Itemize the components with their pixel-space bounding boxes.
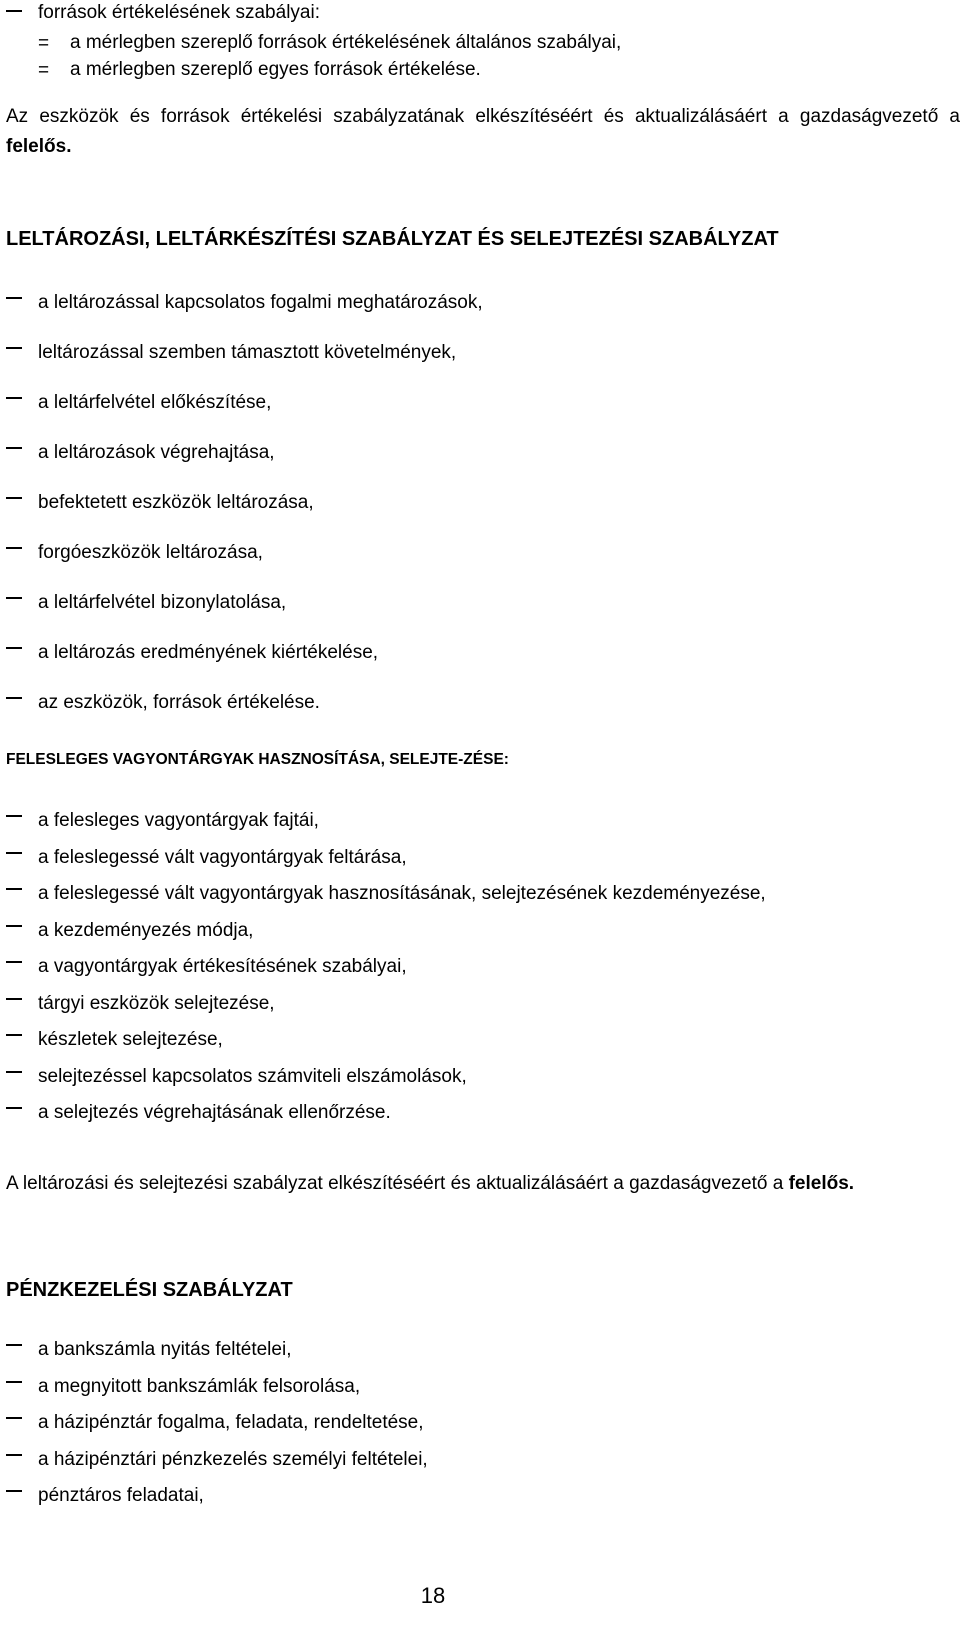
- dash-bullet: [6, 998, 22, 1000]
- list-item-text: a leltározások végrehajtása,: [38, 442, 275, 463]
- section-heading: LELTÁROZÁSI, LELTÁRKÉSZÍTÉSI SZABÁLYZAT ÉS SELEJTEZÉSI SZABÁLYZAT: [6, 228, 779, 250]
- list-item-text: befektetett eszközök leltározása,: [38, 492, 314, 513]
- dash-bullet: [6, 547, 22, 549]
- list-item: [0, 490, 960, 516]
- paragraph-text: A leltározási és selejtezési szabályzat elkészítéséért és aktualizálásáért a gazdaságvezető a: [6, 1173, 784, 1194]
- list-item: [0, 918, 960, 944]
- list-item-text: tárgyi eszközök selejtezése,: [38, 992, 275, 1014]
- list-item-text: forgóeszközök leltározása,: [38, 542, 263, 563]
- equals-bullet: =: [38, 60, 50, 81]
- list-item: [0, 881, 960, 907]
- sub-list-item-text: a mérlegben szereplő egyes források értékelése.: [70, 59, 481, 80]
- dash-bullet: [6, 697, 22, 699]
- dash-bullet: [6, 397, 22, 399]
- list-item-text: a kezdeményezés módja,: [38, 919, 254, 941]
- dash-bullet: [6, 1417, 22, 1419]
- section-heading: PÉNZKEZELÉSI SZABÁLYZAT: [6, 1279, 293, 1301]
- list-item: [0, 1337, 960, 1363]
- dash-bullet: [6, 497, 22, 499]
- list-item-text: a vagyontárgyak értékesítésének szabályai,: [38, 956, 407, 977]
- section-heading: FELESLEGES VAGYONTÁRGYAK HASZNOSÍTÁSA, SELEJTE-ZÉSE:: [6, 751, 509, 768]
- dash-bullet: [6, 647, 22, 649]
- list-item: [0, 1027, 960, 1053]
- list-item: [0, 1064, 960, 1090]
- list-item: [0, 540, 960, 566]
- dash-bullet: [6, 1034, 22, 1036]
- dash-bullet: [6, 10, 22, 12]
- list-item-text: a leltárfelvétel bizonylatolása,: [38, 592, 287, 613]
- list-item: [0, 440, 960, 466]
- list-item-text: készletek selejtezése,: [38, 1029, 223, 1050]
- list-item-text: selejtezéssel kapcsolatos számviteli elszámolások,: [38, 1065, 467, 1087]
- dash-bullet: [6, 1454, 22, 1456]
- sub-list-item-text: a mérlegben szereplő források értékelésének általános szabályai,: [70, 32, 622, 53]
- list-item-text: a megnyitott bankszámlák felsorolása,: [38, 1375, 361, 1397]
- list-item-text: az eszközök, források értékelése.: [38, 692, 320, 713]
- page-number: 18: [420, 1583, 446, 1608]
- list-item-text: a bankszámla nyitás feltételei,: [38, 1339, 292, 1360]
- dash-bullet: [6, 347, 22, 349]
- equals-bullet: =: [38, 33, 50, 54]
- list-item-text: a feleslegessé vált vagyontárgyak feltárása,: [38, 846, 407, 868]
- dash-bullet: [6, 1107, 22, 1109]
- dash-bullet: [6, 852, 22, 854]
- list-item: [0, 290, 960, 316]
- dash-bullet: [6, 961, 22, 963]
- list-item-text: a felesleges vagyontárgyak fajtái,: [38, 810, 319, 831]
- sub-list-item: [0, 30, 960, 56]
- list-item-text: a leltárfelvétel előkészítése,: [38, 392, 272, 413]
- list-item-text: a leltározás eredményének kiértékelése,: [38, 642, 379, 663]
- list-item: [0, 1483, 960, 1509]
- paragraph-bold-text: felelős.: [788, 1173, 855, 1194]
- dash-bullet: [6, 1344, 22, 1346]
- sub-list-item: [0, 57, 960, 83]
- list-item-text: a házipénztári pénzkezelés személyi feltételei,: [38, 1448, 428, 1470]
- list-item: [0, 1410, 960, 1436]
- list-item-text: leltározással szemben támasztott követelmények,: [38, 342, 457, 363]
- dash-bullet: [6, 297, 22, 299]
- list-item: [0, 640, 960, 666]
- list-item-text: a feleslegessé vált vagyontárgyak hasznosításának, selejtezésének kezdeményezése,: [38, 883, 766, 904]
- dash-bullet: [6, 1071, 22, 1073]
- paragraph-bold-text: felelős.: [6, 136, 72, 157]
- dash-bullet: [6, 447, 22, 449]
- list-item: [0, 845, 960, 871]
- responsibility-paragraph: [6, 1169, 960, 1199]
- list-item-text: a házipénztár fogalma, feladata, rendeltetése,: [38, 1412, 424, 1433]
- list-item: [0, 590, 960, 616]
- list-item-text: források értékelésének szabályai:: [38, 2, 320, 23]
- list-item: [0, 1374, 960, 1400]
- list-item: [0, 340, 960, 366]
- dash-bullet: [6, 925, 22, 927]
- list-item: [0, 808, 960, 834]
- dash-bullet: [6, 1381, 22, 1383]
- list-item: [0, 991, 960, 1017]
- list-item: [0, 690, 960, 716]
- list-item: [0, 1447, 960, 1473]
- dash-bullet: [6, 597, 22, 599]
- list-item-text: a selejtezés végrehajtásának ellenőrzése.: [38, 1102, 391, 1123]
- dash-bullet: [6, 1490, 22, 1492]
- list-item-text: pénztáros feladatai,: [38, 1485, 204, 1506]
- list-item: [0, 390, 960, 416]
- dash-bullet: [6, 888, 22, 890]
- dash-bullet: [6, 815, 22, 817]
- list-item: [0, 0, 960, 26]
- paragraph-text: Az eszközök és források értékelési szabályzatának elkészítéséért és aktualizálásáért a gazdaságvezető a: [6, 106, 960, 127]
- list-item: [0, 954, 960, 980]
- responsibility-paragraph: [6, 102, 960, 162]
- list-item-text: a leltározással kapcsolatos fogalmi meghatározások,: [38, 292, 483, 313]
- list-item: [0, 1100, 960, 1126]
